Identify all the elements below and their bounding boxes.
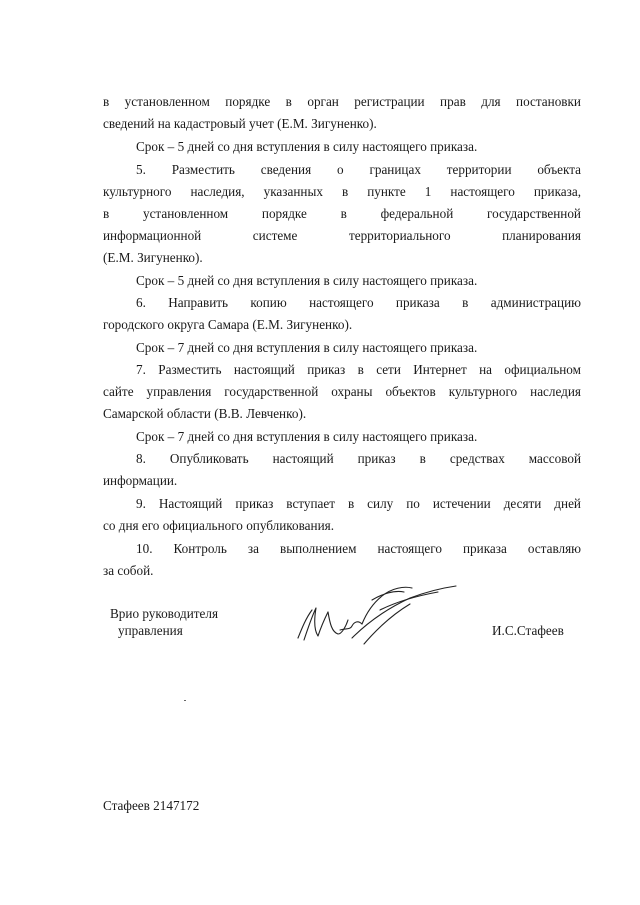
text-line: культурного наследия, указанных в пункте 1 настоящего приказа, [103, 184, 581, 199]
text-line: в установленном порядке в орган регистрации прав для постановки [103, 94, 581, 109]
handwritten-signature [292, 580, 460, 660]
signer-position-line2: управления [118, 623, 183, 638]
text-line: со дня его официального опубликования. [103, 518, 334, 533]
text-line: сайте управления государственной охраны объектов культурного наследия [103, 384, 581, 399]
text-line: (Е.М. Зигуненко). [103, 250, 203, 265]
text-line: Срок – 7 дней со дня вступления в силу настоящего приказа. [136, 340, 478, 355]
text-line: Срок – 5 дней со дня вступления в силу настоящего приказа. [136, 139, 478, 154]
item-5-line: 5. Разместить сведения о границах территории объекта [136, 162, 581, 177]
item-8-line: 8. Опубликовать настоящий приказ в средствах массовой [136, 451, 581, 466]
item-7-line: 7. Разместить настоящий приказ в сети Интернет на официальном [136, 362, 581, 377]
item-10-line: 10. Контроль за выполнением настоящего приказа оставляю [136, 541, 581, 556]
signer-position-line1: Врио руководителя [110, 606, 219, 621]
text-line: Самарской области (В.В. Левченко). [103, 406, 307, 421]
text-line: сведений на кадастровый учет (Е.М. Зигуненко). [103, 116, 377, 131]
executor-footer: Стафеев 2147172 [103, 798, 200, 813]
text-line: городского округа Самара (Е.М. Зигуненко). [103, 317, 353, 332]
text-line: информации. [103, 473, 178, 488]
item-9-line: 9. Настоящий приказ вступает в силу по истечении десяти дней [136, 496, 581, 511]
text-line: за собой. [103, 563, 154, 578]
text-line: в установленном порядке в федеральной государственной [103, 206, 581, 221]
scan-speck [184, 700, 186, 701]
text-line: информационной системе территориального планирования [103, 228, 581, 243]
signer-name: И.С.Стафеев [492, 623, 564, 638]
text-line: Срок – 5 дней со дня вступления в силу настоящего приказа. [136, 273, 478, 288]
text-line: Срок – 7 дней со дня вступления в силу настоящего приказа. [136, 429, 478, 444]
item-6-line: 6. Направить копию настоящего приказа в администрацию [136, 295, 581, 310]
